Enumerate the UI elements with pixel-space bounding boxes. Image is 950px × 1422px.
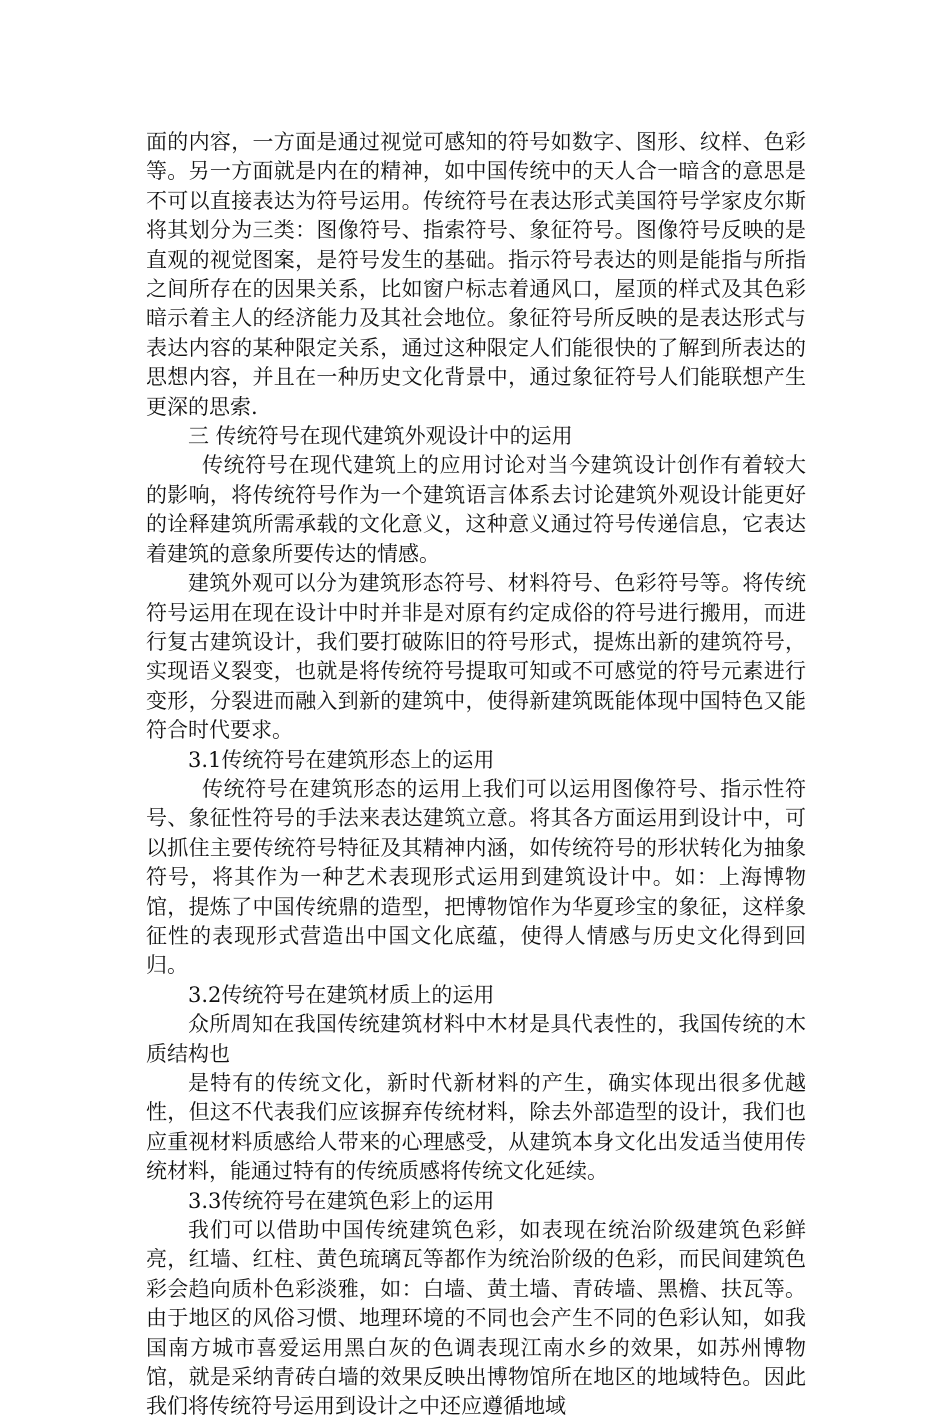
section-heading-3: 三 传统符号在现代建筑外观设计中的运用: [188, 424, 573, 449]
paragraph-color-usage: 我们可以借助中国传统建筑色彩，如表现在统治阶级建筑色彩鲜亮，红墙、红柱、黄色琉璃瓦等都作为统治阶级的色彩，而民间建筑色彩会趋向质朴色彩淡雅，如：白墙、黄土墙、青砖墙、黑檐、扶瓦等。由于地区的风俗习惯、地理环境的不同也会产生不同的色彩认知，如我国南方城市喜爱运用黑白灰的色调表现江南水乡的效果，如苏州博物馆，就是采纳青砖白墙的效果反映出博物馆所在地区的地域特色。因此我们将传统符号运用到设计之中还应遵循地域: [146, 1218, 806, 1419]
subsection-heading-3-1: 3.1传统符号在建筑形态上的运用: [188, 747, 495, 772]
paragraph-material-intro: 众所周知在我国传统建筑材料中木材是具代表性的，我国传统的木质结构也: [146, 1012, 806, 1066]
paragraph-material-usage: 是特有的传统文化，新时代新材料的产生，确实体现出很多优越性，但这不代表我们应该摒弃传统材料，除去外部造型的设计，我们也应重视材料质感给人带来的心理感受，从建筑本身文化出发适当使用传统材料，能通过特有的传统质感将传统文化延续。: [146, 1071, 806, 1184]
paragraph-architecture-language: 传统符号在现代建筑上的应用讨论对当今建筑设计创作有着较大的影响，将传统符号作为一个建筑语言体系去讨论建筑外观设计能更好的诠释建筑所需承载的文化意义，这种意义通过符号传递信息，它表达着建筑的意象所要传达的情感。: [146, 453, 806, 566]
paragraph-symbol-types: 面的内容，一方面是通过视觉可感知的符号如数字、图形、纹样、色彩等。另一方面就是内在的精神，如中国传统中的天人合一暗含的意思是不可以直接表达为符号运用。传统符号在表达形式美国符号学家皮尔斯将其划分为三类：图像符号、指索符号、象征符号。图像符号反映的是直观的视觉图案，是符号发生的基础。指示符号表达的则是能指与所指之间所存在的因果关系，比如窗户标志着通风口，屋顶的样式及其色彩暗示着主人的经济能力及其社会地位。象征符号所反映的是表达形式与表达内容的某种限定关系，通过这种限定人们能很快的了解到所表达的思想内容，并且在一种历史文化背景中，通过象征符号人们能联想产生更深的思索.: [146, 130, 806, 419]
paragraph-form-usage: 传统符号在建筑形态的运用上我们可以运用图像符号、指示性符号、象征性符号的手法来表达建筑立意。将其各方面运用到设计中，可以抓住主要传统符号特征及其精神内涵，如传统符号的形状转化为抽象符号，将其作为一种艺术表现形式运用到建筑设计中。如：上海博物馆，提炼了中国传统鼎的造型，把博物馆作为华夏珍宝的象征，这样象征性的表现形式营造出中国文化底蕴，使得人情感与历史文化得到回归。: [146, 776, 806, 978]
subsection-heading-3-2: 3.2传统符号在建筑材质上的运用: [188, 982, 495, 1007]
subsection-heading-3-3: 3.3传统符号在建筑色彩上的运用: [188, 1188, 495, 1213]
paragraph-exterior-symbols: 建筑外观可以分为建筑形态符号、材料符号、色彩符号等。将传统符号运用在现在设计中时并非是对原有约定成俗的符号进行搬用，而进行复古建筑设计，我们要打破陈旧的符号形式，提炼出新的建筑符号，实现语义裂变，也就是将传统符号提取可知或不可感觉的符号元素进行变形，分裂进而融入到新的建筑中，使得新建筑既能体现中国特色又能符合时代要求。: [146, 571, 806, 743]
document-body: [146, 128, 806, 1422]
